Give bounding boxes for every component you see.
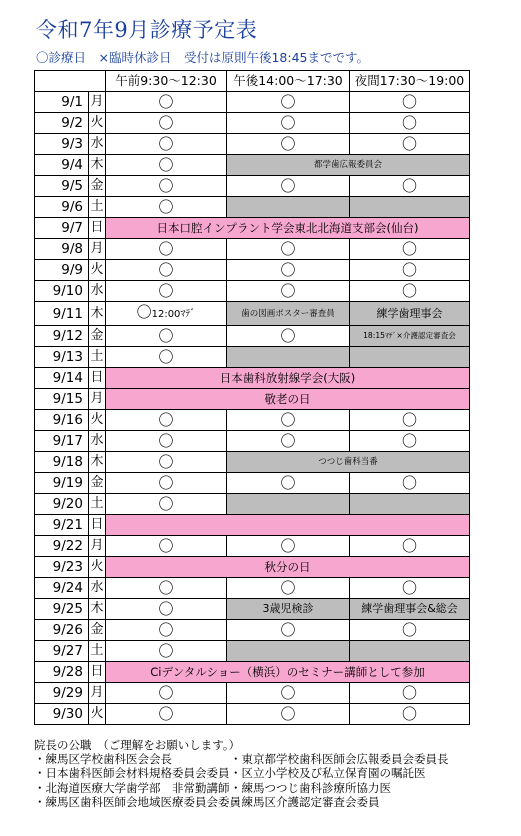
evening-closed-cell: [350, 641, 470, 662]
evening-cell: 〇: [350, 239, 470, 260]
weekday-cell: 土: [89, 347, 106, 368]
evening-cell: 〇: [350, 113, 470, 134]
am-cell: 〇: [106, 683, 227, 704]
schedule-row: [35, 239, 470, 260]
date-cell: 9/16: [35, 410, 89, 431]
evening-closed-cell: [350, 347, 470, 368]
holiday-cell: Ciデンタルショー（横浜）のセミナー講師として参加: [106, 662, 470, 683]
footer-item: ・区立小学校及び私立保育園の嘱託医: [230, 766, 426, 781]
am-cell: 〇: [106, 155, 227, 176]
footer-row: [34, 752, 514, 766]
date-cell: 9/4: [35, 155, 89, 176]
date-cell: 9/1: [35, 92, 89, 113]
footer-item: ・練馬区学校歯科医会会長: [34, 752, 172, 767]
evening-cell: 〇: [350, 620, 470, 641]
holiday-cell: 日本口腔インプラント学会東北北海道支部会(仙台): [106, 218, 470, 239]
am-cell: 〇: [106, 347, 227, 368]
pm-cell: 〇: [227, 134, 350, 155]
am-cell: 〇: [106, 92, 227, 113]
header-corner: [35, 71, 106, 92]
schedule-row: [35, 620, 470, 641]
footer-row: [34, 781, 514, 795]
date-cell: 9/12: [35, 326, 89, 347]
schedule-row: [35, 326, 470, 347]
date-cell: 9/22: [35, 536, 89, 557]
pm-cell: 〇: [227, 260, 350, 281]
am-cell: 〇: [106, 326, 227, 347]
am-cell: 〇: [106, 281, 227, 302]
date-cell: 9/2: [35, 113, 89, 134]
pm-cell: 〇: [227, 620, 350, 641]
date-cell: 9/5: [35, 176, 89, 197]
schedule-row: [35, 92, 470, 113]
schedule-row: [35, 704, 470, 725]
date-cell: 9/26: [35, 620, 89, 641]
footer-row: [34, 766, 514, 780]
date-cell: 9/11: [35, 302, 89, 326]
pm-cell: 〇: [227, 536, 350, 557]
evening-cell: 〇: [350, 431, 470, 452]
footer: [34, 738, 514, 809]
pm-cell: 〇: [227, 92, 350, 113]
am-cell: 〇: [106, 599, 227, 620]
date-cell: 9/6: [35, 197, 89, 218]
am-cell: 〇: [106, 239, 227, 260]
evening-cell: 〇: [350, 260, 470, 281]
pm-cell: 〇: [227, 683, 350, 704]
pm-cell: 〇: [227, 473, 350, 494]
date-cell: 9/18: [35, 452, 89, 473]
date-cell: 9/15: [35, 389, 89, 410]
footer-item: ・北海道医療大学歯学部 非常勤講師: [34, 780, 230, 795]
weekday-cell: 日: [89, 218, 106, 239]
am-cell: 〇: [106, 452, 227, 473]
am-cell: [106, 302, 227, 326]
evening-cell: 練学歯理事会&総会: [350, 599, 470, 620]
weekday-cell: 月: [89, 239, 106, 260]
weekday-cell: 木: [89, 452, 106, 473]
weekday-cell: 土: [89, 197, 106, 218]
footer-item: ・練馬つつじ歯科診療所協力医: [230, 780, 391, 795]
pm-cell: 〇: [227, 326, 350, 347]
holiday-cell: 敬老の日: [106, 389, 470, 410]
schedule-row: [35, 347, 470, 368]
date-cell: 9/8: [35, 239, 89, 260]
schedule-row: [35, 662, 470, 683]
header-pm: 午後14:00～17:30: [227, 71, 350, 92]
am-cell: 〇: [106, 494, 227, 515]
weekday-cell: 水: [89, 281, 106, 302]
schedule-row: [35, 515, 470, 536]
weekday-cell: 土: [89, 641, 106, 662]
pm-closed-cell: [227, 347, 350, 368]
pm-closed-cell: [227, 197, 350, 218]
schedule-row: [35, 389, 470, 410]
weekday-cell: 水: [89, 578, 106, 599]
schedule-row: [35, 134, 470, 155]
schedule-row: [35, 683, 470, 704]
pm-cell: 〇: [227, 239, 350, 260]
pm-cell: 〇: [227, 431, 350, 452]
header-am: 午前9:30～12:30: [106, 71, 227, 92]
weekday-cell: 月: [89, 536, 106, 557]
pm-evening-cell: 都学歯広報委員会: [227, 155, 470, 176]
am-note: 12:00ﾏﾃﾞ: [151, 309, 196, 320]
evening-cell: 〇: [350, 578, 470, 599]
weekday-cell: 木: [89, 599, 106, 620]
header-row: [35, 71, 470, 92]
header-evening: 夜間17:30～19:00: [350, 71, 470, 92]
pm-cell: 歯の図画ポスター審査員: [227, 302, 350, 326]
date-cell: 9/7: [35, 218, 89, 239]
schedule-row: [35, 473, 470, 494]
schedule-body: [35, 92, 470, 725]
schedule-row: [35, 452, 470, 473]
am-cell: 〇: [106, 176, 227, 197]
pm-cell: 〇: [227, 704, 350, 725]
weekday-cell: 月: [89, 683, 106, 704]
schedule-row: [35, 113, 470, 134]
date-cell: 9/25: [35, 599, 89, 620]
pm-cell: 〇: [227, 113, 350, 134]
am-cell: 〇: [106, 473, 227, 494]
schedule-row: [35, 557, 470, 578]
pm-cell: 〇: [227, 410, 350, 431]
am-cell: 〇: [106, 620, 227, 641]
available-mark: 〇: [136, 303, 152, 321]
evening-cell: 〇: [350, 704, 470, 725]
holiday-cell: 日本歯科放射線学会(大阪): [106, 368, 470, 389]
date-cell: 9/13: [35, 347, 89, 368]
weekday-cell: 火: [89, 704, 106, 725]
pm-cell: 〇: [227, 281, 350, 302]
weekday-cell: 日: [89, 662, 106, 683]
pm-evening-cell: つつじ歯科当番: [227, 452, 470, 473]
schedule-table: [34, 70, 470, 725]
weekday-cell: 日: [89, 515, 106, 536]
am-cell: 〇: [106, 536, 227, 557]
weekday-cell: 金: [89, 326, 106, 347]
am-cell: 〇: [106, 134, 227, 155]
weekday-cell: 木: [89, 302, 106, 326]
schedule-row: [35, 155, 470, 176]
am-cell: 〇: [106, 410, 227, 431]
am-cell: 〇: [106, 113, 227, 134]
date-cell: 9/24: [35, 578, 89, 599]
schedule-row: [35, 197, 470, 218]
footer-heading: 院長の公職 （ご理解をお願いします。）: [34, 738, 241, 752]
weekday-cell: 金: [89, 176, 106, 197]
evening-cell: 〇: [350, 536, 470, 557]
schedule-row: [35, 599, 470, 620]
schedule-row: [35, 281, 470, 302]
weekday-cell: 金: [89, 473, 106, 494]
pm-cell: 〇: [227, 578, 350, 599]
evening-cell: 〇: [350, 92, 470, 113]
weekday-cell: 金: [89, 620, 106, 641]
weekday-cell: 火: [89, 260, 106, 281]
date-cell: 9/23: [35, 557, 89, 578]
am-cell: 〇: [106, 641, 227, 662]
date-cell: 9/17: [35, 431, 89, 452]
holiday-cell: 秋分の日: [106, 557, 470, 578]
date-cell: 9/3: [35, 134, 89, 155]
schedule-row: [35, 218, 470, 239]
am-cell: 〇: [106, 260, 227, 281]
date-cell: 9/9: [35, 260, 89, 281]
weekday-cell: 火: [89, 557, 106, 578]
date-cell: 9/29: [35, 683, 89, 704]
evening-cell: 〇: [350, 134, 470, 155]
legend-text: 〇診療日 ×臨時休診日 受付は原則午後18:45までです。: [36, 50, 369, 65]
weekday-cell: 月: [89, 389, 106, 410]
page-title: 令和7年9月診療予定表: [36, 18, 258, 42]
weekday-cell: 月: [89, 92, 106, 113]
evening-cell: 〇: [350, 410, 470, 431]
weekday-cell: 火: [89, 410, 106, 431]
schedule-row: [35, 494, 470, 515]
am-cell: 〇: [106, 197, 227, 218]
evening-closed-cell: [350, 197, 470, 218]
schedule-row: [35, 260, 470, 281]
pm-closed-cell: [227, 494, 350, 515]
evening-cell: 練学歯理事会: [350, 302, 470, 326]
schedule-row: [35, 176, 470, 197]
am-cell: 〇: [106, 578, 227, 599]
pm-cell: 〇: [227, 176, 350, 197]
evening-closed-cell: [350, 494, 470, 515]
footer-row: [34, 795, 514, 809]
date-cell: 9/14: [35, 368, 89, 389]
pm-closed-cell: [227, 641, 350, 662]
am-cell: 〇: [106, 704, 227, 725]
footer-item: ・日本歯科医師会材料規格委員会委員: [34, 766, 230, 781]
weekday-cell: 水: [89, 431, 106, 452]
evening-cell: 18:15ﾏﾃﾞ×介護認定審査会: [350, 326, 470, 347]
weekday-cell: 木: [89, 155, 106, 176]
schedule-row: [35, 302, 470, 326]
date-cell: 9/20: [35, 494, 89, 515]
schedule-row: [35, 431, 470, 452]
evening-cell: 〇: [350, 683, 470, 704]
date-cell: 9/19: [35, 473, 89, 494]
schedule-row: [35, 368, 470, 389]
schedule-row: [35, 578, 470, 599]
weekday-cell: 火: [89, 113, 106, 134]
am-cell: 〇: [106, 431, 227, 452]
footer-item: ・練馬区介護認定審査会委員: [230, 794, 380, 809]
holiday-cell: [106, 515, 470, 536]
evening-cell: 〇: [350, 281, 470, 302]
schedule-row: [35, 410, 470, 431]
evening-cell: 〇: [350, 176, 470, 197]
date-cell: 9/21: [35, 515, 89, 536]
pm-cell: 3歳児検診: [227, 599, 350, 620]
footer-item: ・練馬区歯科医師会地域医療委員会委員: [34, 794, 241, 809]
schedule-row: [35, 641, 470, 662]
weekday-cell: 水: [89, 134, 106, 155]
weekday-cell: 日: [89, 368, 106, 389]
date-cell: 9/28: [35, 662, 89, 683]
evening-cell: 〇: [350, 473, 470, 494]
weekday-cell: 土: [89, 494, 106, 515]
date-cell: 9/30: [35, 704, 89, 725]
date-cell: 9/10: [35, 281, 89, 302]
date-cell: 9/27: [35, 641, 89, 662]
footer-item: ・東京都学校歯科医師会広報委員会委員長: [230, 752, 449, 767]
schedule-row: [35, 536, 470, 557]
